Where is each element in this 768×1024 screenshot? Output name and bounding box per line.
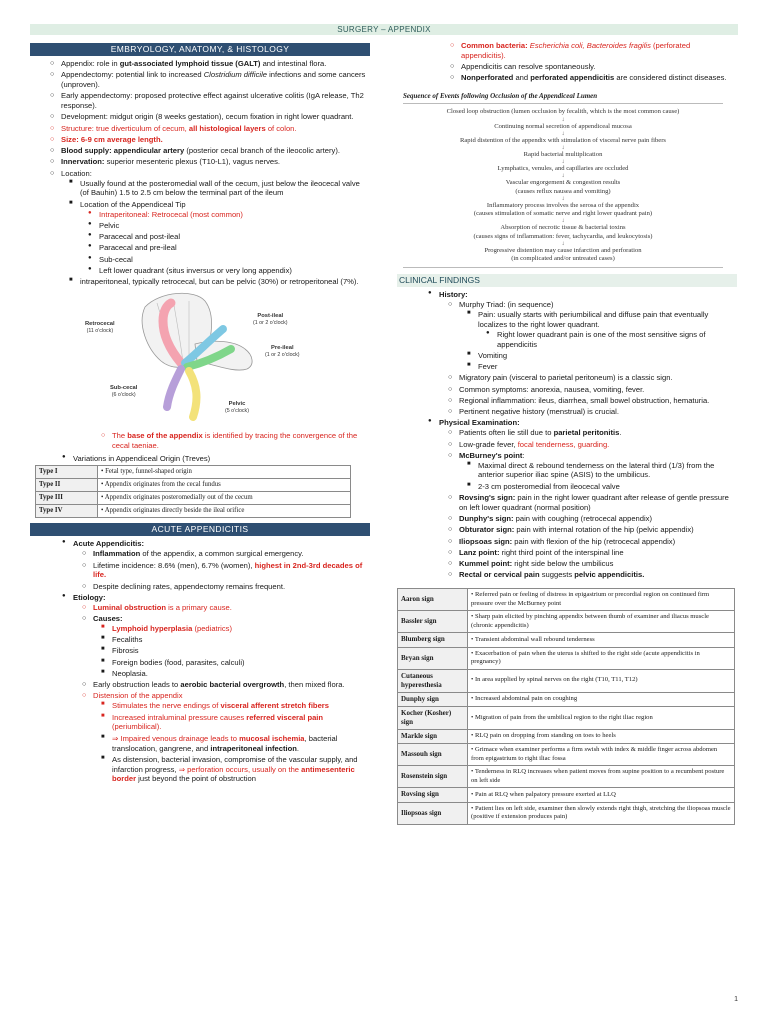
sequence-step-note: (causes stimulation of somatic nerve and right lower quadrant pain) (473, 210, 653, 218)
list-item: ○ The base of the appendix is identified by tracing the convergence of the cecal taeniae. (112, 431, 370, 451)
list-item: ○ Innervation: superior mesenteric plexus (T10-L1), vagus nerves. (61, 157, 370, 167)
pelvic-appendix (189, 371, 196, 417)
table-row: Massouh sign • Grimace when examiner performs a firm swish with index & middle finger across abdomen from epigastrium to right iliac fossa (398, 744, 735, 766)
acute-list (73, 539, 370, 784)
list-item: ○ Inflammation of the appendix, a common surgical emergency. (93, 549, 370, 559)
list-item: ■ Usually found at the posteromedial wall of the cecum, just below the ileocecal valve (of Bauhin) 1.5 to 2.5 cm below the terminal part of the ileum (80, 179, 370, 199)
list-item: ○ Regional inflammation: ileus, diarrhea, small bowel obstruction, hematuria. (459, 396, 737, 406)
list-item: ○ Murphy Triad: (in sequence) ■ Pain: usually starts with periumbilical and diffuse pain that eventually localizes to the right lower quadrant. ● Right lower quadrant pain is one of the most sensitive signs of appendicitis ■ Vomiting ■ Fever (459, 300, 737, 372)
list-item: ■ intraperitoneal, typically retrocecal, but can be pelvic (30%) or retroperitoneal (7%). (80, 277, 370, 287)
subcecal-appendix (167, 369, 181, 407)
table-row: Dunphy sign • Increased abdominal pain on coughing (398, 692, 735, 706)
list-item: ○ Development: midgut origin (8 weeks gestation), cecum fixation in right lower quadrant. (61, 112, 370, 122)
clinical-list (439, 290, 737, 580)
sequence-step: Inflammatory process involves the serosa of the appendix (486, 201, 640, 209)
list-item: ○ Dunphy's sign: pain with coughing (retrocecal appendix) (459, 514, 737, 524)
list-item: ■ Pain: usually starts with periumbilical and diffuse pain that eventually localizes to the right lower quadrant. ● Right lower quadrant pain is one of the most sensitive signs of appendicitis (478, 310, 737, 349)
list-item: ○ Rovsing's sign: pain in the right lower quadrant after release of gentle pressure on left lower quadrant (normal position) (459, 493, 737, 513)
list-item: ● Variations in Appendiceal Origin (Treves) (73, 454, 370, 464)
list-item: ○ Blood supply: appendicular artery (posterior cecal branch of the ileocolic artery). (61, 146, 370, 156)
arrow-down-icon: ↓ (561, 159, 565, 166)
table-row: Type III • Appendix originates posteromedially out of the cecum (36, 492, 351, 505)
list-item: ■ Fibrosis (112, 646, 370, 656)
label-pelvic: Pelvic (5 o'clock) (225, 400, 249, 414)
list-item: ○ McBurney's point: ■ Maximal direct & rebound tenderness on the lateral third (1/3) from the anterior superior iliac spine (ASIS) to the umbilicus. ■ 2-3 cm posteromedial from ileocecal valve (459, 451, 737, 492)
right-column (397, 41, 737, 825)
list-item: ■ As distension, bacterial invasion, compromise of the vascular supply, and infarction progress, ⇒ perforation occurs, usually on the antimesenteric border just beyond the point of obstruction (112, 755, 370, 785)
list-item: ○ Common symptoms: anorexia, nausea, vomiting, fever. (459, 385, 737, 395)
table-row: Cutaneous hyperesthesia • In area supplied by spinal nerves on the right (T10, T11, T12) (398, 669, 735, 692)
sequence-step-note: (in complicated and/or untreated cases) (511, 255, 615, 263)
list-item: ○ Iliopsoas sign: pain with flexion of the hip (retrocecal appendix) (459, 537, 737, 547)
embryology-list (61, 59, 370, 287)
list-item: ● Left lower quadrant (situs inversus or very long appendix) (99, 266, 370, 276)
table-row: Rosenstein sign • Tenderness in RLQ increases when patient moves from supine position to a recumbent posture on left side (398, 766, 735, 788)
list-item: ○ Lifetime incidence: 8.6% (men), 6.7% (women), highest in 2nd-3rd decades of life. (93, 561, 370, 581)
list-item: ○ Low-grade fever, focal tenderness, guarding. (459, 440, 737, 450)
list-item: ○ Despite declining rates, appendectomy remains frequent. (93, 582, 370, 592)
label-retrocecal: Retrocecal (11 o'clock) (85, 320, 115, 334)
variations-list (73, 454, 370, 464)
sequence-step: Vascular engorgement & congestion results (505, 179, 621, 187)
arrow-down-icon: ↓ (561, 145, 565, 152)
table-row: Bassler sign • Sharp pain elicited by pinching appendix between thumb of examiner and iliacus muscle (chronic appendicitis) (398, 611, 735, 633)
label-postileal: Post-ileal (1 or 2 o'clock) (253, 312, 288, 326)
list-item: ○ Appendicitis can resolve spontaneously. (461, 62, 737, 72)
list-item: ○ Rectal or cervical pain suggests pelvic appendicitis. (459, 570, 737, 580)
list-item: ○ Kummel point: right side below the umbilicus (459, 559, 737, 569)
arrow-down-icon: ↓ (561, 173, 565, 180)
sequence-step: Progressive distention may cause infarction and perforation (484, 246, 642, 254)
list-item: ■ ⇒ Impaired venous drainage leads to mucosal ischemia, bacterial translocation, gangrene, and intraperitoneal infection. (112, 734, 370, 754)
section-clinical-heading: CLINICAL FINDINGS (397, 274, 737, 287)
left-column (30, 41, 370, 786)
sequence-step: Rapid distention of the appendix with stimulation of visceral nerve pain fibers (459, 136, 666, 144)
sequence-step-note: (causes reflux nausea and vomiting) (515, 187, 611, 195)
sequence-step: Lymphatics, venules, and capillaries are occluded (497, 165, 629, 173)
sequence-title: Sequence of Events following Occlusion of the Appendiceal Lumen (403, 92, 598, 101)
table-row: Bryan sign • Exacerbation of pain when the uterus is shifted to the right side (acute appendicitis in pregnancy) (398, 647, 735, 669)
section-embryology-heading: EMBRYOLOGY, ANATOMY, & HISTOLOGY (30, 43, 370, 56)
arrow-down-icon: ↓ (561, 195, 565, 202)
list-item: ■ Lymphoid hyperplasia (pediatrics) (112, 624, 370, 634)
list-item: ■ Neoplasia. (112, 669, 370, 679)
base-note-list (112, 431, 370, 451)
list-item: ● Pelvic (99, 221, 370, 231)
list-item: ○ Early obstruction leads to aerobic bacterial overgrowth, then mixed flora. (93, 680, 370, 690)
list-item: ■ 2-3 cm posteromedial from ileocecal valve (478, 482, 737, 492)
list-item: ○ Luminal obstruction is a primary cause. (93, 603, 370, 613)
section-acute-heading: ACUTE APPENDICITIS (30, 523, 370, 536)
list-item: ● Acute Appendicitis: ○ Inflammation of the appendix, a common surgical emergency. ○ Lifetime incidence: 8.6% (men), 6.7% (women), highest in 2nd-3rd decades of life. ○ Despite declining rates, appendectomy remains frequent. (73, 539, 370, 591)
table-row: Aaron sign • Referred pain or feeling of distress in epigastrium or precordial region on continued firm pressure over the McBurney point (398, 589, 735, 611)
arrow-down-icon: ↓ (561, 218, 565, 225)
appendix-diagram (85, 289, 325, 429)
arrow-down-icon: ↓ (561, 130, 565, 137)
page-title: SURGERY – APPENDIX (30, 24, 738, 35)
bacteria-list (461, 41, 737, 83)
sequence-step: Continuing normal secretion of appendiceal mucosa (494, 122, 632, 130)
list-item: ■ Vomiting (478, 351, 737, 361)
table-row: Iliopsoas sign • Patient lies on left side, examiner then slowly extends right thigh, stretching the iliopsoas muscle (positive if extension produces pain) (398, 802, 735, 824)
arrow-down-icon: ↓ (561, 116, 565, 123)
sequence-step: Absorption of necrotic tissue & bacterial toxins (500, 224, 626, 232)
label-preileal: Pre-ileal (1 or 2 o'clock) (265, 344, 300, 358)
table-row: Rovsing sign • Pain at RLQ when palpatory pressure exerted at LLQ (398, 788, 735, 802)
appendicitis-signs-table (397, 588, 735, 825)
list-item: ● Sub-cecal (99, 255, 370, 265)
list-item: ○ Location: ■ Usually found at the posteromedial wall of the cecum, just below the ileocecal valve (of Bauhin) 1.5 to 2.5 cm below the terminal part of the ileum ■ Location of the Appendiceal Tip ● Intraperitoneal: Retrocecal (most common) ● Pelvic ● Paracecal and post-ileal ● Paracecal and pre-ileal ● Sub-cecal ● Left lower quadrant (situs inversus or very long appendix) ■ intraperitoneal, typically retrocecal, but can be pelvic (30%) or retroperitoneal (7%). (61, 169, 370, 287)
table-row: Type I • Fetal type, funnel-shaped origin (36, 466, 351, 479)
list-item: ○ Migratory pain (visceral to parietal peritoneum) is a classic sign. (459, 373, 737, 383)
list-item: ○ Nonperforated and perforated appendicitis are considered distinct diseases. (461, 73, 737, 83)
arrow-down-icon: ↓ (561, 240, 565, 247)
list-item: ○ Pertinent negative history (menstrual) is crucial. (459, 407, 737, 417)
list-item: ○ Early appendectomy: proposed protective effect against ulcerative colitis (IgA release, Th2 response). (61, 91, 370, 111)
list-item: ■ Fecaliths (112, 635, 370, 645)
appendix-position-figure (85, 289, 325, 429)
list-item: ○ Patients often lie still due to parietal peritonitis. (459, 428, 737, 438)
list-item: ● Etiology: ○ Luminal obstruction is a primary cause. ○ Causes: ■ Lymphoid hyperplasia (pediatrics) ■ Fecaliths ■ Fibrosis ■ Foreign bodies (food, parasites, calculi) ■ Neoplasia. ○ Early obstruction leads to aerobic bacterial overgrowth, then mixed flora. ○ Distension of the appendix ■ Stimulates the nerve endings of visceral afferent stretch fibers ■ Increased intraluminal pressure causes referred visceral pain (periumbilical). ■ ⇒ Impaired venous drainage leads to mucosal ischemia, bacterial translocation, gangrene, and intraperitoneal infection. ■ As distension, bacterial invasion, compromise of the vascular supply, and infarction progress, ⇒ perforation occurs, usually on the antimesenteric border just beyond the point of obstruction (73, 593, 370, 784)
list-item: ● Right lower quadrant pain is one of the most sensitive signs of appendicitis (497, 330, 737, 350)
list-item: ■ Fever (478, 362, 737, 372)
list-item: ○ Appendectomy: potential link to increased Clostridium difficile infections and some cancers (unproven). (61, 70, 370, 90)
list-item: ■ Maximal direct & rebound tenderness on the lateral third (1/3) from the anterior superior iliac spine (ASIS) to the umbilicus. (478, 461, 737, 481)
list-item: ○ Lanz point: right third point of the interspinal line (459, 548, 737, 558)
list-item: ○ Causes: ■ Lymphoid hyperplasia (pediatrics) ■ Fecaliths ■ Fibrosis ■ Foreign bodies (food, parasites, calculi) ■ Neoplasia. (93, 614, 370, 679)
list-item: ● Paracecal and post-ileal (99, 232, 370, 242)
label-subcecal: Sub-cecal (6 o'clock) (110, 384, 138, 398)
table-row: Kocher (Kosher) sign • Migration of pain from the umbilical region to the right iliac region (398, 706, 735, 729)
list-item: ○ Distension of the appendix ■ Stimulates the nerve endings of visceral afferent stretch fibers ■ Increased intraluminal pressure causes referred visceral pain (periumbilical). ■ ⇒ Impaired venous drainage leads to mucosal ischemia, bacterial translocation, gangrene, and intraperitoneal infection. ■ As distension, bacterial invasion, compromise of the vascular supply, and infarction progress, ⇒ perforation occurs, usually on the antimesenteric border just beyond the point of obstruction (93, 691, 370, 784)
list-item: ○ Structure: true diverticulum of cecum, all histological layers of colon. (61, 124, 370, 134)
table-row: Markle sign • RLQ pain on dropping from standing on toes to heels (398, 730, 735, 744)
sequence-step: Rapid bacterial multiplication (523, 151, 603, 159)
table-row: Blumberg sign • Transient abdominal wall rebound tenderness (398, 633, 735, 647)
list-item: ■ Increased intraluminal pressure causes referred visceral pain (periumbilical). (112, 713, 370, 733)
list-item: ■ Stimulates the nerve endings of visceral afferent stretch fibers (112, 701, 370, 711)
list-item: ○ Size: 6-9 cm average length. (61, 135, 370, 145)
list-item: ○ Common bacteria: Escherichia coli, Bacteroides fragilis (perforated appendicitis). (461, 41, 737, 61)
list-item: ● Paracecal and pre-ileal (99, 243, 370, 253)
table-row: Type II • Appendix originates from the cecal fundus (36, 479, 351, 492)
sequence-flowchart (403, 103, 723, 268)
list-item: ● Intraperitoneal: Retrocecal (most common) (99, 210, 370, 220)
sequence-step-note: (causes signs of inflammation: fever, tachycardia, and leukocytosis) (473, 232, 653, 240)
list-item: ○ Obturator sign: pain with internal rotation of the hip (pelvic appendix) (459, 525, 737, 535)
treves-types-table (35, 465, 351, 518)
list-item: ■ Location of the Appendiceal Tip ● Intraperitoneal: Retrocecal (most common) ● Pelvic ● Paracecal and post-ileal ● Paracecal and pre-ileal ● Sub-cecal ● Left lower quadrant (situs inversus or very long appendix) (80, 200, 370, 276)
table-row: Type IV • Appendix originates directly beside the ileal orifice (36, 505, 351, 518)
list-item: ● Physical Examination: ○ Patients often lie still due to parietal peritonitis. ○ Low-grade fever, focal tenderness, guarding. ○ McBurney's point: ■ Maximal direct & rebound tenderness on the lateral third (1/3) from the anterior superior iliac spine (ASIS) to the umbilicus. ■ 2-3 cm posteromedial from ileocecal valve ○ Rovsing's sign: pain in the right lower quadrant after release of gentle pressure on left lower quadrant (normal position) ○ Dunphy's sign: pain with coughing (retrocecal appendix) ○ Obturator sign: pain with internal rotation of the hip (pelvic appendix) ○ Iliopsoas sign: pain with flexion of the hip (retrocecal appendix) ○ Lanz point: right third point of the interspinal line ○ Kummel point: right side below the umbilicus ○ Rectal or cervical pain suggests pelvic appendicitis. (439, 418, 737, 580)
page-number: 1 (734, 996, 738, 1003)
list-item: ○ Appendix: role in gut-associated lymphoid tissue (GALT) and intestinal flora. (61, 59, 370, 69)
list-item: ● History: ○ Murphy Triad: (in sequence) ■ Pain: usually starts with periumbilical and diffuse pain that eventually localizes to the right lower quadrant. ● Right lower quadrant pain is one of the most sensitive signs of appendicitis ■ Vomiting ■ Fever ○ Migratory pain (visceral to parietal peritoneum) is a classic sign. ○ Common symptoms: anorexia, nausea, vomiting, fever. ○ Regional inflammation: ileus, diarrhea, small bowel obstruction, hematuria. ○ Pertinent negative history (menstrual) is crucial. (439, 290, 737, 417)
sequence-step: Closed loop obstruction (lumen occlusion by fecalith, which is the most common cause) (446, 108, 680, 116)
list-item: ■ Foreign bodies (food, parasites, calculi) (112, 658, 370, 668)
